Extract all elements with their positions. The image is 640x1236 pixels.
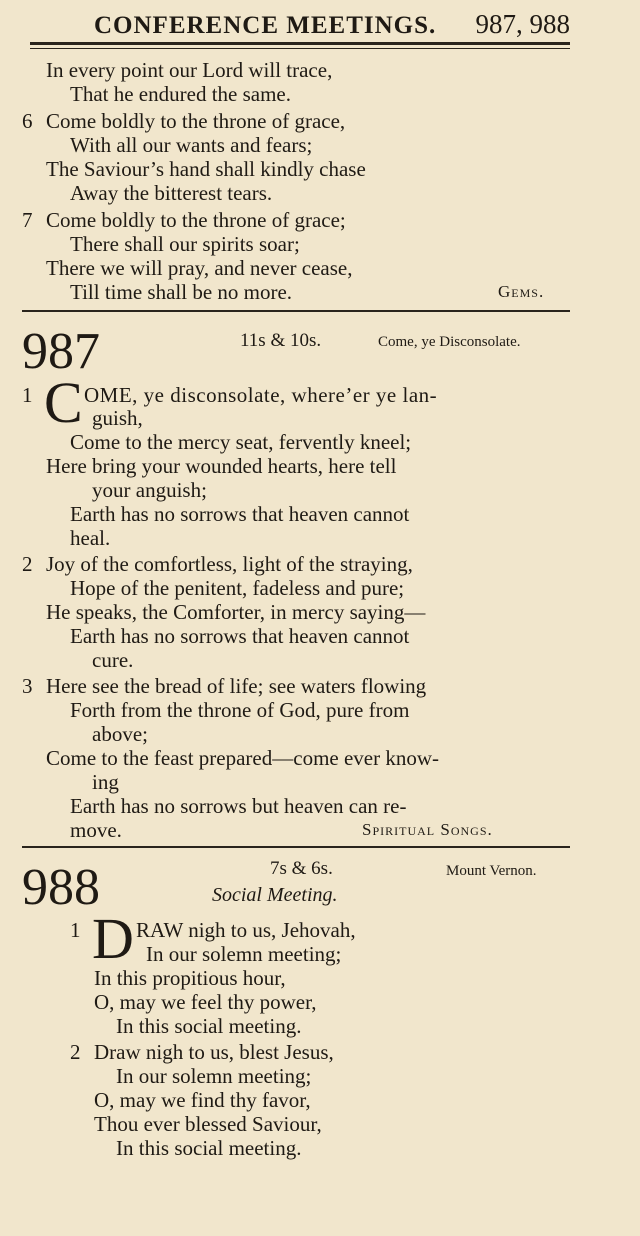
verse-line: Earth has no sorrows that heaven cannot	[70, 624, 410, 648]
verse-line: move.	[70, 818, 122, 842]
head-rule-thin	[30, 48, 570, 49]
hymn-meter: 7s & 6s.	[270, 858, 333, 879]
verse-line	[136, 918, 356, 942]
first-word-rest: RAW	[136, 918, 183, 942]
attribution: Spiritual Songs.	[362, 820, 493, 839]
verse-line: Here see the bread of life; see waters flowing	[46, 674, 427, 698]
verse-line: guish,	[92, 406, 143, 430]
verse-line: Forth from the throne of God, pure from	[70, 698, 410, 722]
tune-name: Come, ye Disconsolate.	[378, 334, 521, 350]
verse-line: The Saviour’s hand shall kindly chase	[46, 157, 366, 181]
verse-line: O, may we find thy favor,	[94, 1088, 311, 1112]
verse-line: There we will pray, and never cease,	[46, 256, 353, 280]
verse-line: Draw nigh to us, blest Jesus,	[94, 1040, 334, 1064]
tune-name: Mount Vernon.	[446, 863, 537, 879]
verse-line: O, may we feel thy power,	[94, 990, 317, 1014]
drop-cap: C	[44, 370, 83, 435]
first-word-rest: OME,	[84, 383, 138, 407]
verse-line: In our solemn meeting;	[146, 942, 342, 966]
verse-line: Till time shall be no more.	[70, 280, 293, 304]
verse-line: cure.	[92, 648, 134, 672]
verse-line: In this propitious hour,	[94, 966, 286, 990]
verse-line: In our solemn meeting;	[116, 1064, 312, 1088]
verse-number: 3	[22, 674, 33, 698]
verse-line: He speaks, the Comforter, in mercy saying—	[46, 600, 426, 624]
verse-line	[84, 383, 437, 407]
verse-line: Hope of the penitent, fadeless and pure;	[70, 576, 405, 600]
verse-number: 2	[70, 1040, 81, 1064]
verse-line: your anguish;	[92, 478, 207, 502]
verse-line: Come boldly to the throne of grace;	[46, 208, 346, 232]
hymn-meter: 11s & 10s.	[240, 330, 322, 351]
head-rule-thick	[30, 42, 570, 45]
verse-line: There shall our spirits soar;	[70, 232, 300, 256]
hymn-number: 987	[22, 323, 100, 380]
verse-line-text: ye disconsolate, where’er ye lan-	[143, 383, 438, 407]
verse-line: With all our wants and fears;	[70, 133, 313, 157]
verse-line: In this social meeting.	[116, 1136, 302, 1160]
hymn-number: 988	[22, 859, 100, 916]
running-head	[28, 4, 570, 42]
drop-cap: D	[92, 906, 134, 971]
verse-line: In every point our Lord will trace,	[46, 58, 333, 82]
section-divider	[22, 846, 570, 848]
verse-line: Earth has no sorrows that heaven cannot	[70, 502, 410, 526]
verse-number: 1	[22, 383, 33, 407]
verse-line: Joy of the comfortless, light of the straying,	[46, 552, 413, 576]
verse-line: ing	[92, 770, 119, 794]
verse-line: above;	[92, 722, 148, 746]
attribution: Gems.	[498, 282, 545, 301]
verse-number: 7	[22, 208, 33, 232]
verse-line: Here bring your wounded hearts, here tell	[46, 454, 397, 478]
verse-line: Earth has no sorrows but heaven can re-	[70, 794, 407, 818]
verse-number: 2	[22, 552, 33, 576]
verse-line: In this social meeting.	[116, 1014, 302, 1038]
running-head-hymn-numbers: 987, 988	[475, 9, 570, 39]
verse-number: 6	[22, 109, 33, 133]
verse-line: Come to the mercy seat, fervently kneel;	[70, 430, 412, 454]
verse-line-text: nigh to us, Jehovah,	[188, 918, 356, 942]
verse-line: heal.	[70, 526, 111, 550]
hymn-subtitle: Social Meeting.	[212, 884, 338, 906]
verse-number: 1	[70, 918, 81, 942]
verse-line: Come boldly to the throne of grace,	[46, 109, 346, 133]
verse-line: That he endured the same.	[70, 82, 291, 106]
verse-line: Away the bitterest tears.	[70, 181, 273, 205]
verse-line: Come to the feast prepared—come ever know-	[46, 746, 440, 770]
running-head-title: CONFERENCE MEETINGS.	[94, 12, 437, 39]
verse-line: Thou ever blessed Saviour,	[94, 1112, 322, 1136]
section-divider	[22, 310, 570, 312]
